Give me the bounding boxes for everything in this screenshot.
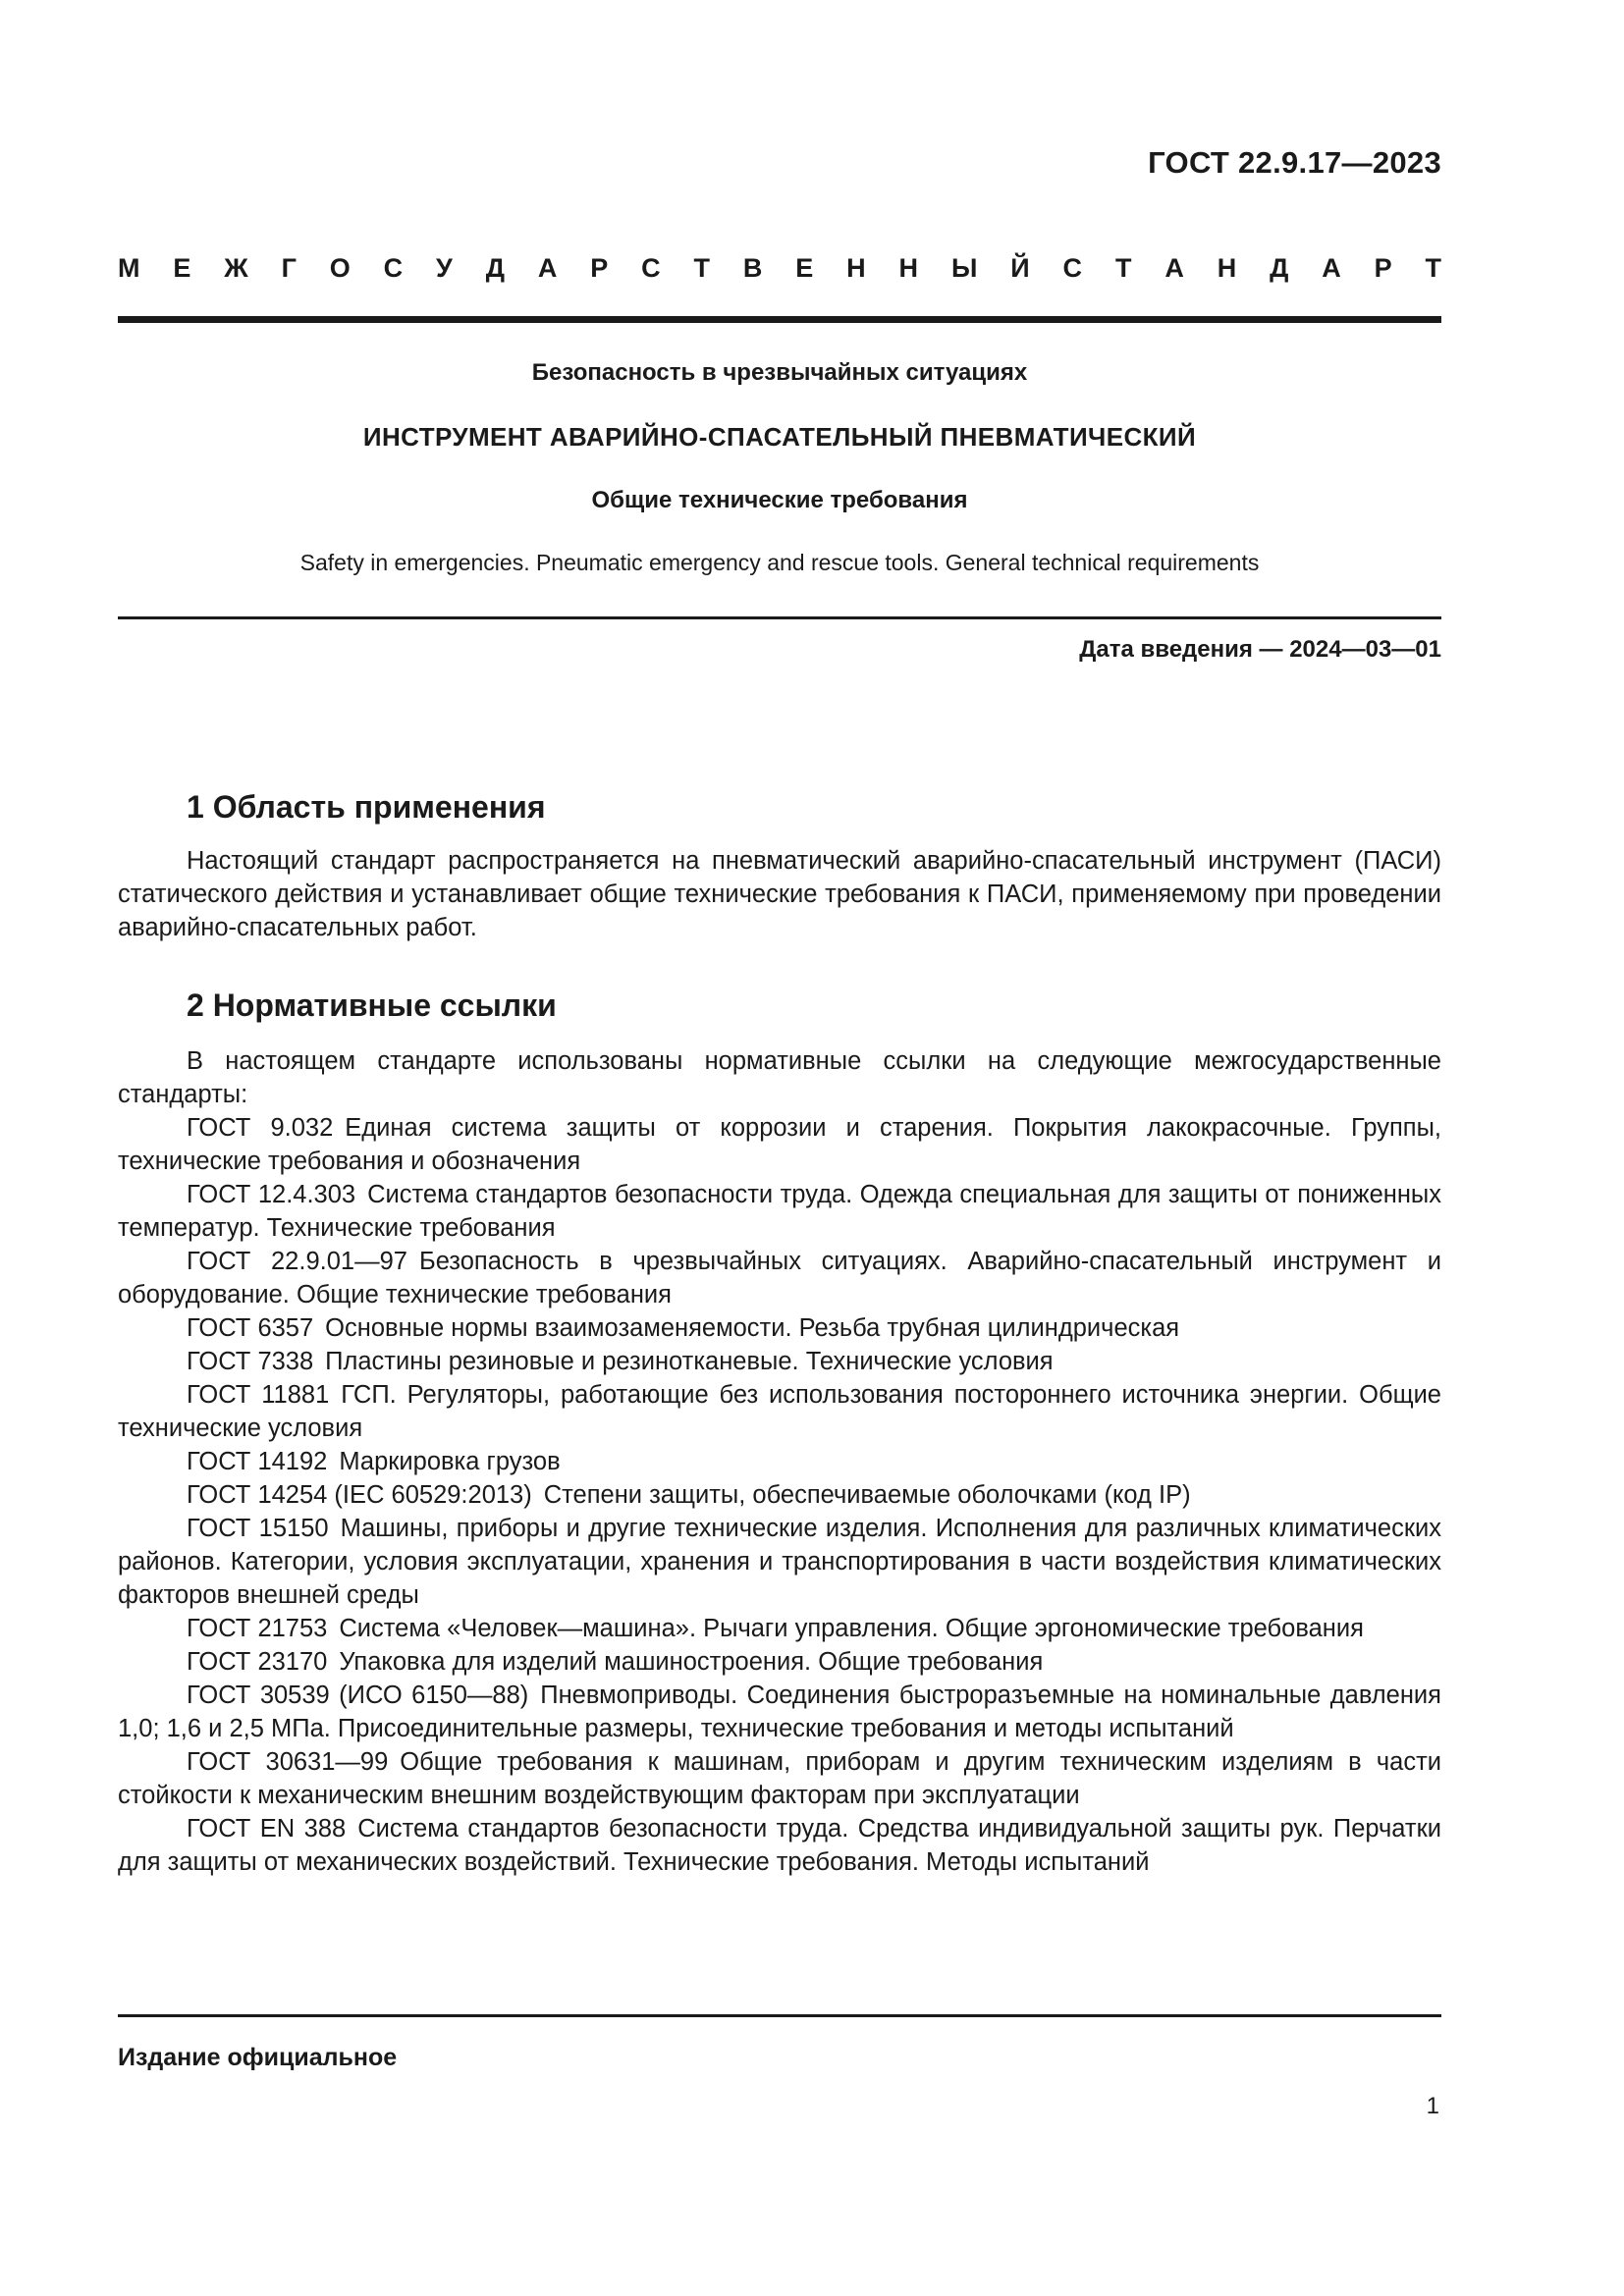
reference-code: ГОСТ 14192 [187, 1448, 328, 1475]
page-number: 1 [1426, 2093, 1439, 2119]
footer-divider [118, 2014, 1441, 2017]
references-intro: В настоящем стандарте использованы нормативные ссылки на следующие межгосударственные стандарты: [118, 1047, 1441, 1108]
official-edition-label: Издание официальное [118, 2044, 398, 2071]
document-title: ИНСТРУМЕНТ АВАРИЙНО-СПАСАТЕЛЬНЫЙ ПНЕВМАТИЧЕСКИЙ [362, 422, 1197, 452]
document-subtitle-requirements: Общие технические требования [591, 487, 968, 513]
reference-item [118, 1345, 1441, 1378]
reference-code: ГОСТ 21753 [187, 1615, 328, 1642]
section-1-heading: 1 Область применения [187, 789, 546, 825]
reference-title: Пневмоприводы. Соединения быстроразъемные на номинальные давления 1,0; 1,6 и 2,5 МПа. Присоединительные размеры, технические требования и методы испытаний [118, 1682, 1441, 1742]
reference-item [118, 1745, 1441, 1812]
header-divider [118, 316, 1441, 323]
introduction-date: Дата введения — 2024—03—01 [1079, 636, 1441, 663]
reference-item [118, 1612, 1441, 1645]
reference-item [118, 1478, 1441, 1512]
reference-item [118, 1512, 1441, 1612]
reference-title: ГСП. Регуляторы, работающие без использования постороннего источника энергии. Общие технические условия [118, 1381, 1441, 1442]
reference-title: Упаковка для изделий машиностроения. Общие требования [339, 1648, 1044, 1676]
reference-code: ГОСТ 15150 [187, 1515, 329, 1542]
reference-code: ГОСТ 14254 (IEC 60529:2013) [187, 1481, 532, 1509]
reference-title: Система стандартов безопасности труда. Одежда специальная для защиты от пониженных температур. Технические требования [118, 1181, 1442, 1242]
reference-item [118, 1679, 1441, 1745]
reference-code: ГОСТ 9.032 [187, 1114, 334, 1142]
reference-title: Общие требования к машинам, приборам и другим техническим изделиям в части стойкости к механическим внешним воздействующим факторам при эксплуатации [118, 1748, 1441, 1809]
reference-title: Безопасность в чрезвычайных ситуациях. Аварийно-спасательный инструмент и оборудование. Общие технические требования [118, 1248, 1441, 1308]
reference-item [118, 1812, 1441, 1879]
document-subtitle: Безопасность в чрезвычайных ситуациях [531, 359, 1028, 386]
reference-title: Система стандартов безопасности труда. Средства индивидуальной защиты рук. Перчатки для защиты от механических воздействий. Технические требования. Методы испытаний [118, 1815, 1442, 1876]
reference-item [118, 1111, 1441, 1178]
interstate-standard-label: М Е Ж Г О С У Д А Р С Т В Е Н Н Ы Й С Т А Н Д А Р Т [118, 253, 1441, 283]
reference-title: Маркировка грузов [339, 1448, 561, 1475]
reference-title: Пластины резиновые и резинотканевые. Технические условия [325, 1348, 1054, 1375]
reference-title: Степени защиты, обеспечиваемые оболочками (код IP) [543, 1481, 1191, 1509]
normative-references [118, 1044, 1441, 1879]
reference-code: ГОСТ 30631—99 [187, 1748, 389, 1776]
english-title: Safety in emergencies. Pneumatic emergency and rescue tools. General technical requirements [299, 550, 1260, 575]
section-1-body [118, 844, 1441, 944]
reference-code: ГОСТ EN 388 [187, 1815, 347, 1842]
reference-title: Система «Человек—машина». Рычаги управления. Общие эргономические требования [339, 1615, 1364, 1642]
title-divider [118, 616, 1441, 619]
reference-code: ГОСТ 7338 [187, 1348, 314, 1375]
reference-code: ГОСТ 30539 (ИСО 6150—88) [187, 1682, 529, 1709]
reference-code: ГОСТ 12.4.303 [187, 1181, 356, 1208]
reference-item [118, 1645, 1441, 1679]
reference-code: ГОСТ 6357 [187, 1314, 314, 1342]
section-2-heading: 2 Нормативные ссылки [187, 988, 557, 1023]
reference-item [118, 1378, 1441, 1445]
reference-item [118, 1245, 1441, 1311]
reference-code: ГОСТ 23170 [187, 1648, 328, 1676]
standard-code: ГОСТ 22.9.17—2023 [1148, 145, 1441, 180]
reference-code: ГОСТ 22.9.01—97 [187, 1248, 407, 1275]
reference-title: Машины, приборы и другие технические изделия. Исполнения для различных климатических районов. Категории, условия эксплуатации, хранения и транспортирования в части воздействия климатических факторов внешней среды [118, 1515, 1441, 1609]
reference-title: Единая система защиты от коррозии и старения. Покрытия лакокрасочные. Группы, технические требования и обозначения [118, 1114, 1441, 1175]
reference-title: Основные нормы взаимозаменяемости. Резьба трубная цилиндрическая [325, 1314, 1180, 1342]
reference-item [118, 1445, 1441, 1478]
reference-item [118, 1311, 1441, 1345]
section-1-text: Настоящий стандарт распространяется на пневматический аварийно-спасательный инструмент (ПАСИ) статического действия и устанавливает общие технические требования к ПАСИ, применяемому при проведении аварийно-спасательных работ. [118, 847, 1441, 941]
reference-code: ГОСТ 11881 [187, 1381, 330, 1409]
reference-item [118, 1178, 1441, 1245]
